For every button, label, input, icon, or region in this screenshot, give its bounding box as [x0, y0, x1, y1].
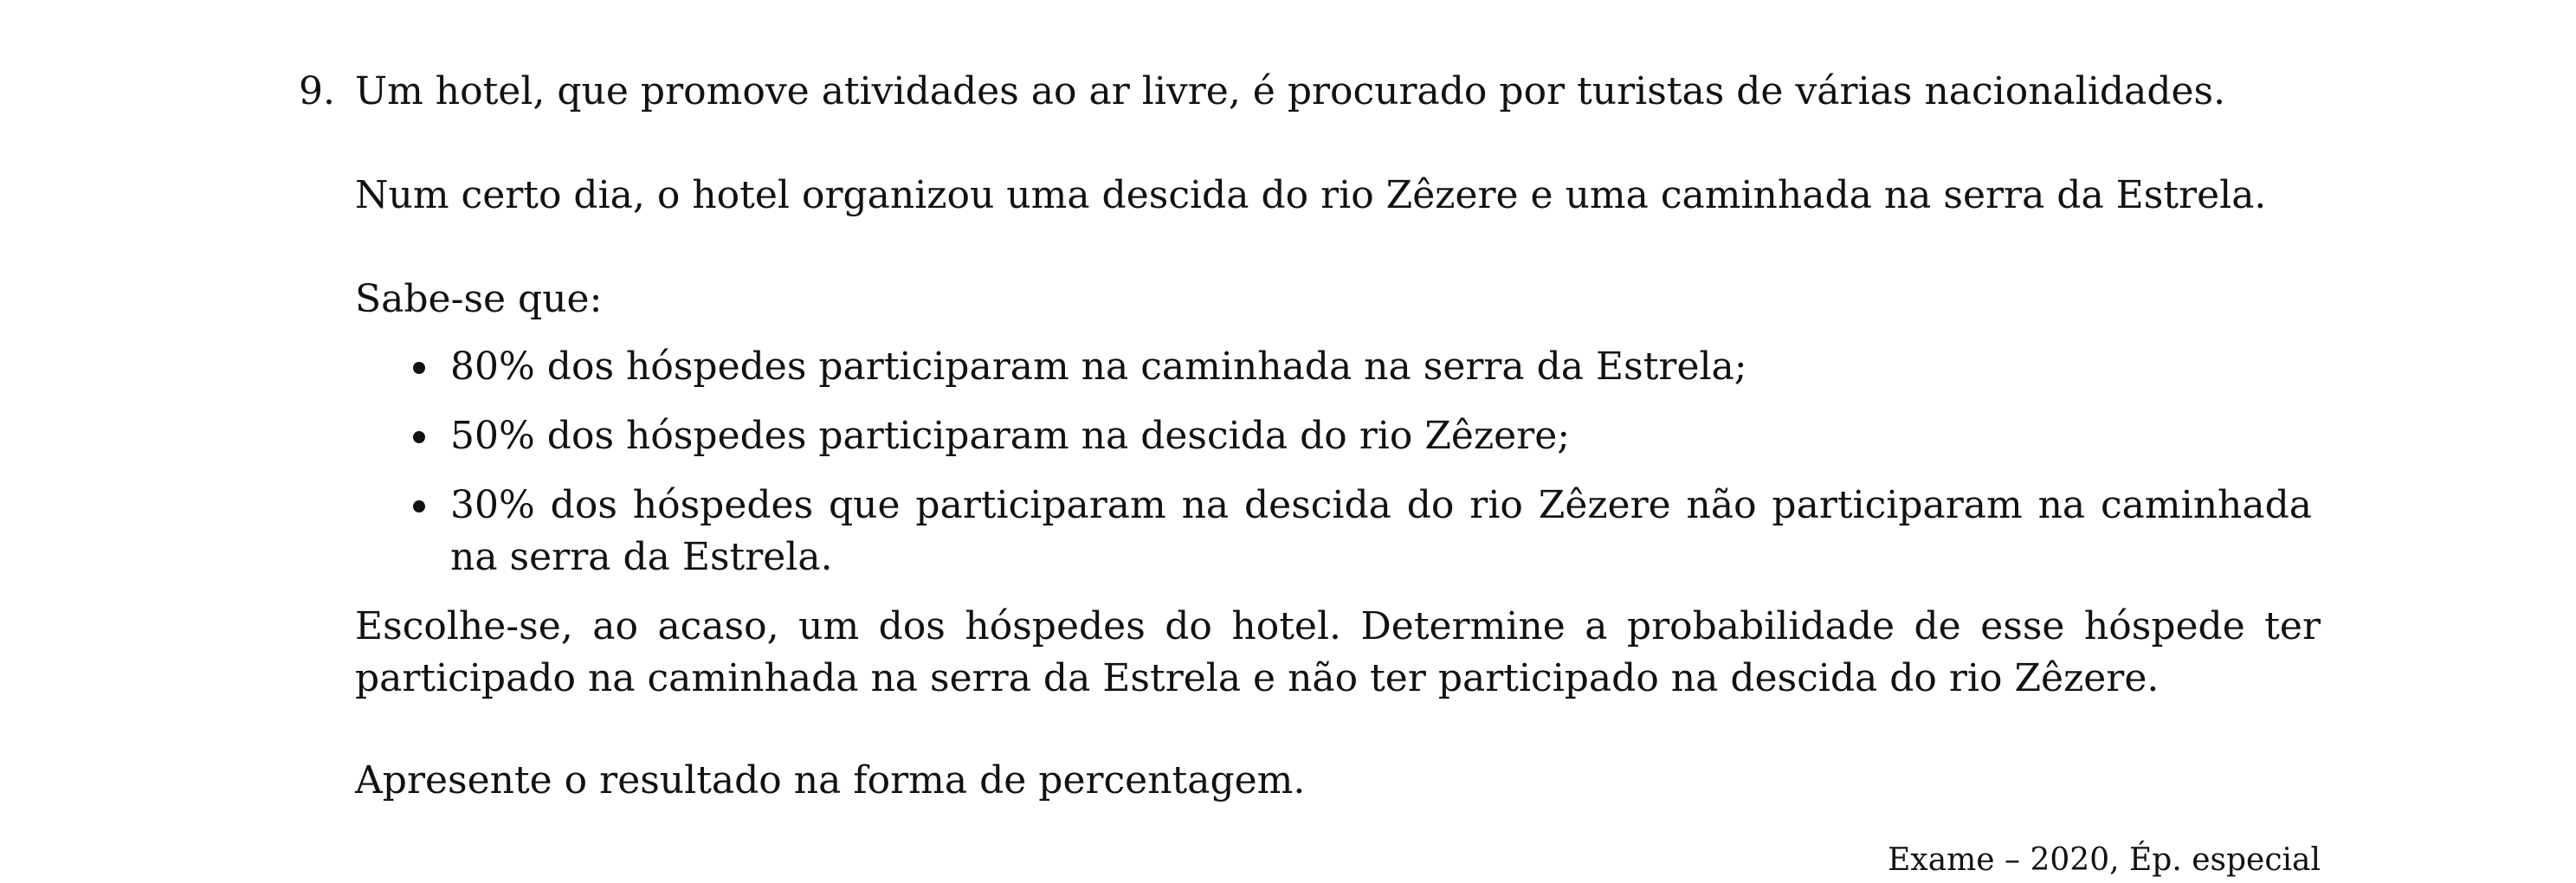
question-intro: Um hotel, que promove atividades ao ar livre, é procurado por turistas de várias nacionalidades.: [355, 69, 2226, 113]
fact-text: 30% dos hóspedes que participaram na descida do rio Zêzere não participaram na caminhada na serra da Estrela.: [450, 483, 2312, 579]
bullet-icon: [413, 431, 425, 443]
exam-source: Exame – 2020, Ép. especial: [1888, 842, 2321, 878]
question-instruction: Apresente o resultado na forma de percentagem.: [355, 758, 1306, 802]
bullet-icon: [413, 362, 425, 374]
known-label: Sabe-se que:: [355, 277, 603, 321]
fact-text: 50% dos hóspedes participaram na descida do rio Zêzere;: [450, 414, 1571, 458]
list-item: [355, 341, 2329, 393]
list-item: [355, 410, 2329, 462]
facts-list: [355, 341, 2329, 601]
question-context: Num certo dia, o hotel organizou uma descida do rio Zêzere e uma caminhada na serra da Estrela.: [355, 173, 2267, 217]
fact-text: 80% dos hóspedes participaram na caminhada na serra da Estrela;: [450, 345, 1747, 389]
bullet-icon: [413, 500, 425, 512]
question-task: Escolhe-se, ao acaso, um dos hóspedes do hotel. Determine a probabilidade de esse hóspede ter participado na caminhada na serra da Estrela e não ter participado na descida do rio Zêzere.: [355, 604, 2321, 700]
list-item: [355, 480, 2329, 583]
question-number: 9.: [299, 69, 335, 113]
